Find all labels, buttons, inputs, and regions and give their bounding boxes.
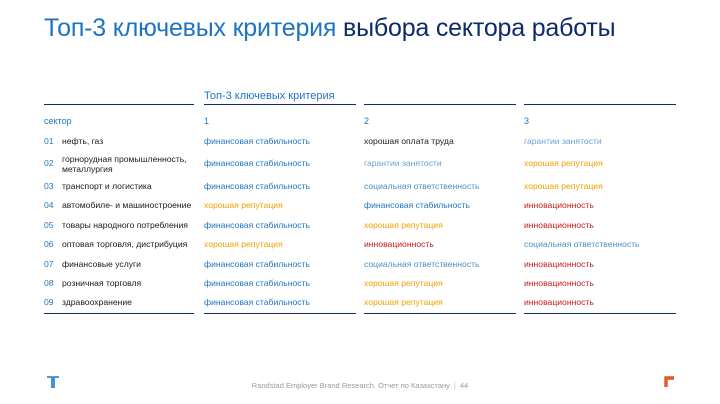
title-part-1: Топ-3 ключевых критерия (44, 14, 337, 42)
header-col-1: 1 (204, 116, 210, 126)
row-number: 03 (44, 181, 54, 191)
row-sector: автомобиле- и машиностроение (62, 200, 192, 210)
criterion-c2: социальная ответственность (364, 181, 480, 191)
row-sector: товары народного потребления (62, 220, 188, 230)
criterion-c2: хорошая репутация (364, 278, 443, 288)
criterion-c1: хорошая репутация (204, 239, 283, 249)
row-number: 05 (44, 220, 54, 230)
criterion-c2: хорошая оплата труда (364, 136, 454, 146)
col-2-top-line (364, 104, 516, 105)
row-number: 08 (44, 278, 54, 288)
row-number: 01 (44, 136, 54, 146)
row-sector: оптовая торговля, дистрибуция (62, 239, 188, 249)
criterion-c1: хорошая репутация (204, 200, 283, 210)
criterion-c2: социальная ответственность (364, 259, 480, 269)
header-sector: сектор (44, 116, 72, 126)
criterion-c2: финансовая стабильность (364, 200, 470, 210)
title-part-2: выбора сектора работы (343, 14, 616, 42)
criterion-c3: инновационность (524, 278, 594, 288)
criterion-c3: инновационность (524, 200, 594, 210)
row-number: 06 (44, 239, 54, 249)
row-sector: розничная торговля (62, 278, 142, 288)
col-1-bottom-line (204, 313, 356, 314)
criterion-c2: гарантии занятости (364, 158, 442, 168)
col-2-bottom-line (364, 313, 516, 314)
criterion-c3: инновационность (524, 220, 594, 230)
criterion-c1: финансовая стабильность (204, 181, 310, 191)
col-sector-top-line (44, 104, 194, 105)
col-3-top-line (524, 104, 676, 105)
row-sector: финансовые услуги (62, 259, 141, 269)
row-number: 02 (44, 158, 54, 168)
criterion-c2: инновационность (364, 239, 434, 249)
criterion-c3: инновационность (524, 297, 594, 307)
group-label: Топ-3 ключевых критерия (204, 90, 335, 102)
criterion-c1: финансовая стабильность (204, 158, 310, 168)
criterion-c2: хорошая репутация (364, 220, 443, 230)
row-sector: нефть, газ (62, 136, 104, 146)
col-sector-bottom-line (44, 313, 194, 314)
criterion-c3: социальная ответственность (524, 239, 640, 249)
row-number: 07 (44, 259, 54, 269)
footer (0, 381, 720, 390)
header-col-2: 2 (364, 116, 370, 126)
group-underline (204, 104, 356, 105)
footer-separator: | (453, 381, 456, 390)
criterion-c3: инновационность (524, 259, 594, 269)
page-title (44, 14, 615, 43)
page-number: 44 (459, 381, 469, 390)
row-sector: горнорудная промышленность, металлургия (62, 154, 187, 174)
footer-text: Randstad Employer Brand Research. Отчет по Казахстану (251, 381, 450, 390)
criterion-c3: хорошая репутация (524, 158, 603, 168)
row-number: 09 (44, 297, 54, 307)
criterion-c3: хорошая репутация (524, 181, 603, 191)
randstad-r-icon (664, 373, 676, 387)
row-number: 04 (44, 200, 54, 210)
criterion-c3: гарантии занятости (524, 136, 602, 146)
col-3-bottom-line (524, 313, 676, 314)
row-sector: здравоохранение (62, 297, 132, 307)
criterion-c1: финансовая стабильность (204, 220, 310, 230)
row-sector: транспорт и логистика (62, 181, 152, 191)
criterion-c1: финансовая стабильность (204, 136, 310, 146)
header-col-3: 3 (524, 116, 530, 126)
criterion-c2: хорошая репутация (364, 297, 443, 307)
criterion-c1: финансовая стабильность (204, 278, 310, 288)
criterion-c1: финансовая стабильность (204, 259, 310, 269)
criterion-c1: финансовая стабильность (204, 297, 310, 307)
